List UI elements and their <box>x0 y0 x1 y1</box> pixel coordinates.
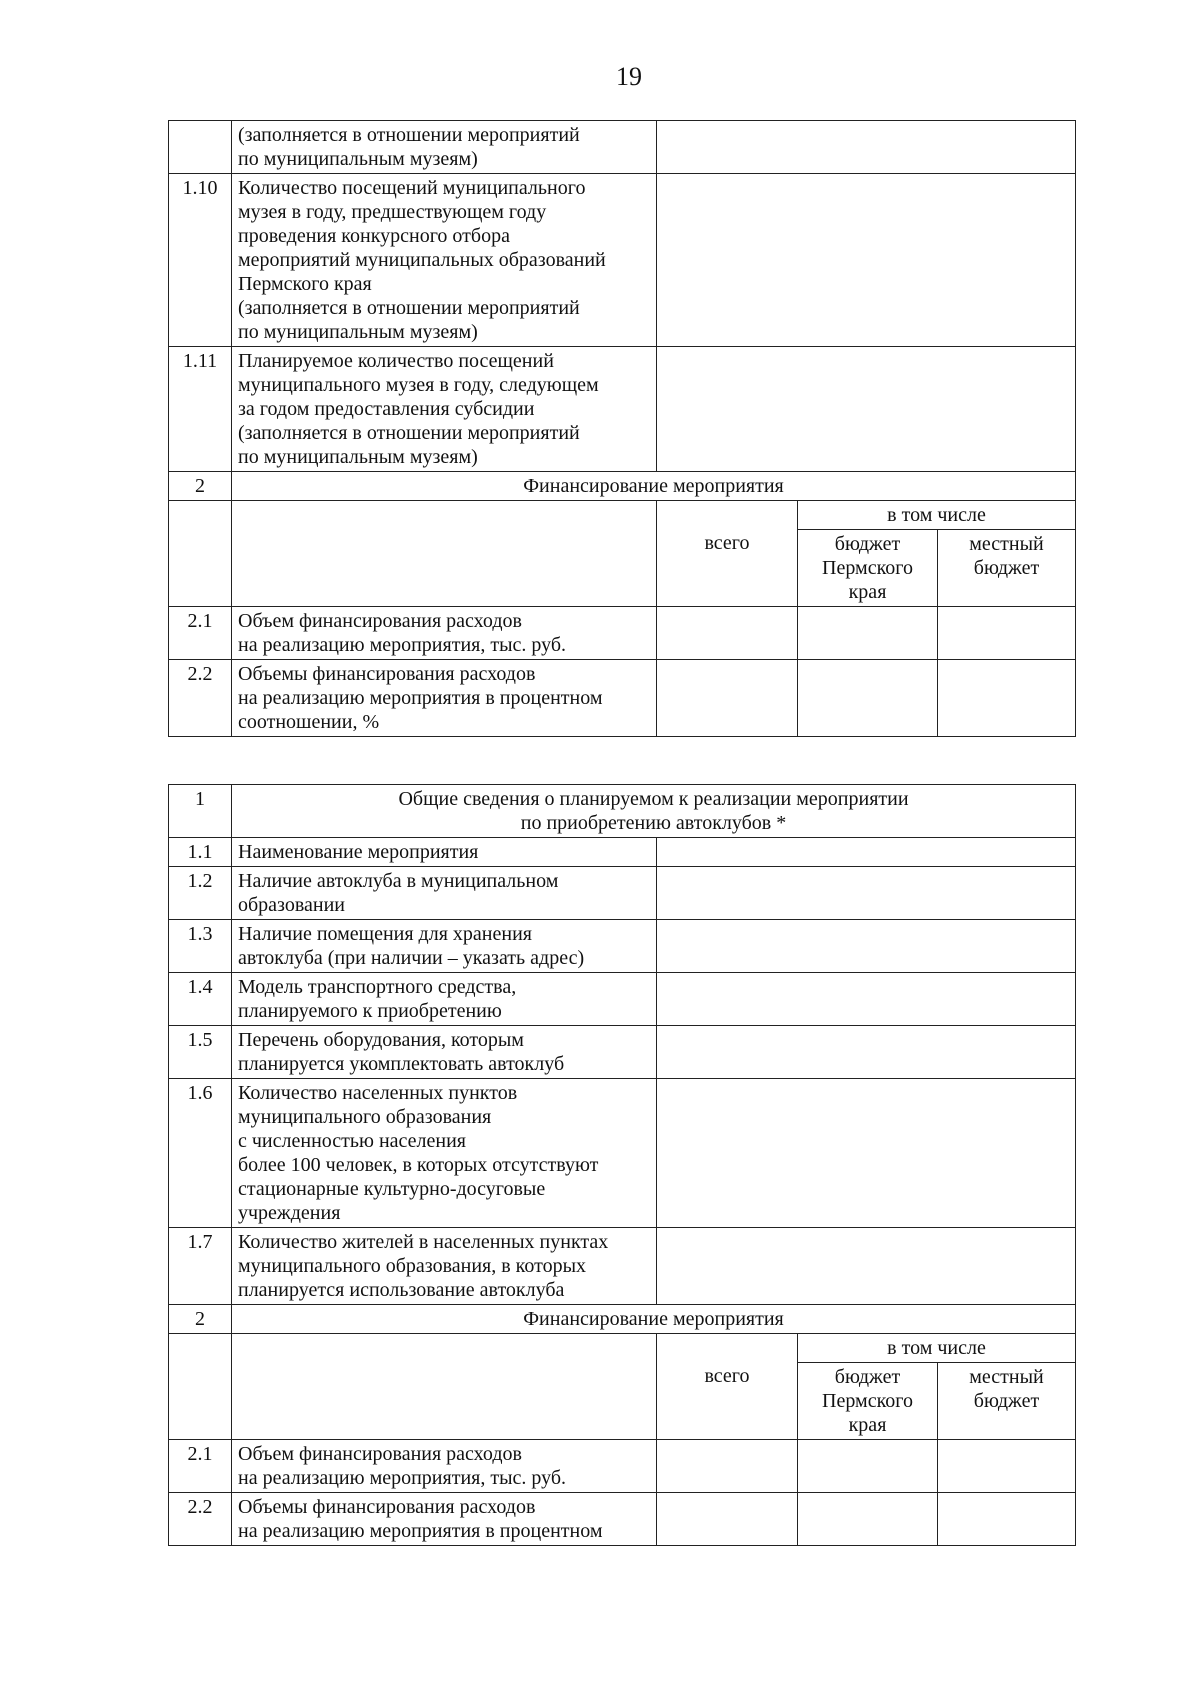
row-number: 1.3 <box>169 920 232 973</box>
value-cell[interactable] <box>657 1228 1076 1305</box>
empty-cell <box>232 501 657 607</box>
row-number: 2.1 <box>169 1440 232 1493</box>
section-number: 2 <box>169 1305 232 1334</box>
row-label: Планируемое количество посещений муниципального музея в году, следующем за годом предоставления субсидии (заполняется в отношении мероприятий по муниципальным музеям) <box>232 347 657 472</box>
section-row <box>169 785 1076 838</box>
value-cell[interactable] <box>657 838 1076 867</box>
row-label: (заполняется в отношении мероприятий по муниципальным музеям) <box>232 121 657 174</box>
value-cell[interactable] <box>657 174 1076 347</box>
total-value-cell[interactable] <box>657 607 798 660</box>
row-number: 1.6 <box>169 1079 232 1228</box>
table-row <box>169 1026 1076 1079</box>
value-cell[interactable] <box>657 121 1076 174</box>
row-label: Объемы финансирования расходов на реализацию мероприятия в процентном <box>232 1493 657 1546</box>
row-number: 1.11 <box>169 347 232 472</box>
table-row <box>169 1440 1076 1493</box>
row-label: Количество населенных пунктов муниципального образования с численностью населения более 100 человек, в которых отсутствуют стационарные культурно-досуговые учреждения <box>232 1079 657 1228</box>
row-number: 2.2 <box>169 1493 232 1546</box>
row-label: Наличие автоклуба в муниципальном образовании <box>232 867 657 920</box>
row-number: 2.2 <box>169 660 232 737</box>
empty-cell <box>169 1334 232 1440</box>
museum-form-table <box>168 120 1076 737</box>
row-number <box>169 121 232 174</box>
including-header: в том числе <box>798 501 1076 530</box>
total-value-cell[interactable] <box>657 1440 798 1493</box>
financing-header-row <box>169 501 1076 530</box>
row-number: 1.10 <box>169 174 232 347</box>
page-number: 19 <box>616 62 642 91</box>
value-cell[interactable] <box>657 973 1076 1026</box>
table-row <box>169 660 1076 737</box>
value-cell[interactable] <box>657 1026 1076 1079</box>
including-header: в том числе <box>798 1334 1076 1363</box>
table-row <box>169 1493 1076 1546</box>
table-row <box>169 1228 1076 1305</box>
value-cell[interactable] <box>657 920 1076 973</box>
regional-value-cell[interactable] <box>798 1493 938 1546</box>
section-title: Финансирование мероприятия <box>232 1305 1076 1334</box>
row-number: 1.7 <box>169 1228 232 1305</box>
row-label: Модель транспортного средства, планируемого к приобретению <box>232 973 657 1026</box>
value-cell[interactable] <box>657 1079 1076 1228</box>
table-row <box>169 867 1076 920</box>
local-value-cell[interactable] <box>938 1440 1076 1493</box>
row-label: Объем финансирования расходов на реализацию мероприятия, тыс. руб. <box>232 607 657 660</box>
regional-value-cell[interactable] <box>798 607 938 660</box>
table-row <box>169 347 1076 472</box>
section-row <box>169 472 1076 501</box>
row-label: Перечень оборудования, которым планируется укомплектовать автоклуб <box>232 1026 657 1079</box>
row-label: Наличие помещения для хранения автоклуба (при наличии – указать адрес) <box>232 920 657 973</box>
row-label: Количество посещений муниципального музея в году, предшествующем году проведения конкурсного отбора мероприятий муниципальных образований Пермского края (заполняется в отношении мероприятий по муниципальным музеям) <box>232 174 657 347</box>
row-label: Объем финансирования расходов на реализацию мероприятия, тыс. руб. <box>232 1440 657 1493</box>
table-row <box>169 607 1076 660</box>
total-value-cell[interactable] <box>657 660 798 737</box>
local-value-cell[interactable] <box>938 607 1076 660</box>
table-row <box>169 174 1076 347</box>
table-row <box>169 838 1076 867</box>
empty-cell <box>169 501 232 607</box>
row-number: 1.5 <box>169 1026 232 1079</box>
total-header: всего <box>657 1334 798 1440</box>
row-number: 1.4 <box>169 973 232 1026</box>
empty-cell <box>232 1334 657 1440</box>
table-row <box>169 973 1076 1026</box>
section-number: 1 <box>169 785 232 838</box>
local-value-cell[interactable] <box>938 1493 1076 1546</box>
section-number: 2 <box>169 472 232 501</box>
section-title: Финансирование мероприятия <box>232 472 1076 501</box>
total-header: всего <box>657 501 798 607</box>
regional-budget-header: бюджет Пермского края <box>798 530 938 607</box>
local-budget-header: местный бюджет <box>938 530 1076 607</box>
regional-value-cell[interactable] <box>798 1440 938 1493</box>
section-row <box>169 1305 1076 1334</box>
local-budget-header: местный бюджет <box>938 1363 1076 1440</box>
row-label: Количество жителей в населенных пунктах муниципального образования, в которых планируется использование автоклуба <box>232 1228 657 1305</box>
section-title: Общие сведения о планируемом к реализации мероприятии по приобретению автоклубов * <box>232 785 1076 838</box>
table-row <box>169 121 1076 174</box>
table-row <box>169 1079 1076 1228</box>
table-row <box>169 920 1076 973</box>
autoclub-form-table <box>168 784 1076 1546</box>
regional-value-cell[interactable] <box>798 660 938 737</box>
row-label: Объемы финансирования расходов на реализацию мероприятия в процентном соотношении, % <box>232 660 657 737</box>
row-number: 1.2 <box>169 867 232 920</box>
row-label: Наименование мероприятия <box>232 838 657 867</box>
total-value-cell[interactable] <box>657 1493 798 1546</box>
local-value-cell[interactable] <box>938 660 1076 737</box>
financing-header-row <box>169 1334 1076 1363</box>
row-number: 2.1 <box>169 607 232 660</box>
row-number: 1.1 <box>169 838 232 867</box>
value-cell[interactable] <box>657 867 1076 920</box>
regional-budget-header: бюджет Пермского края <box>798 1363 938 1440</box>
value-cell[interactable] <box>657 347 1076 472</box>
